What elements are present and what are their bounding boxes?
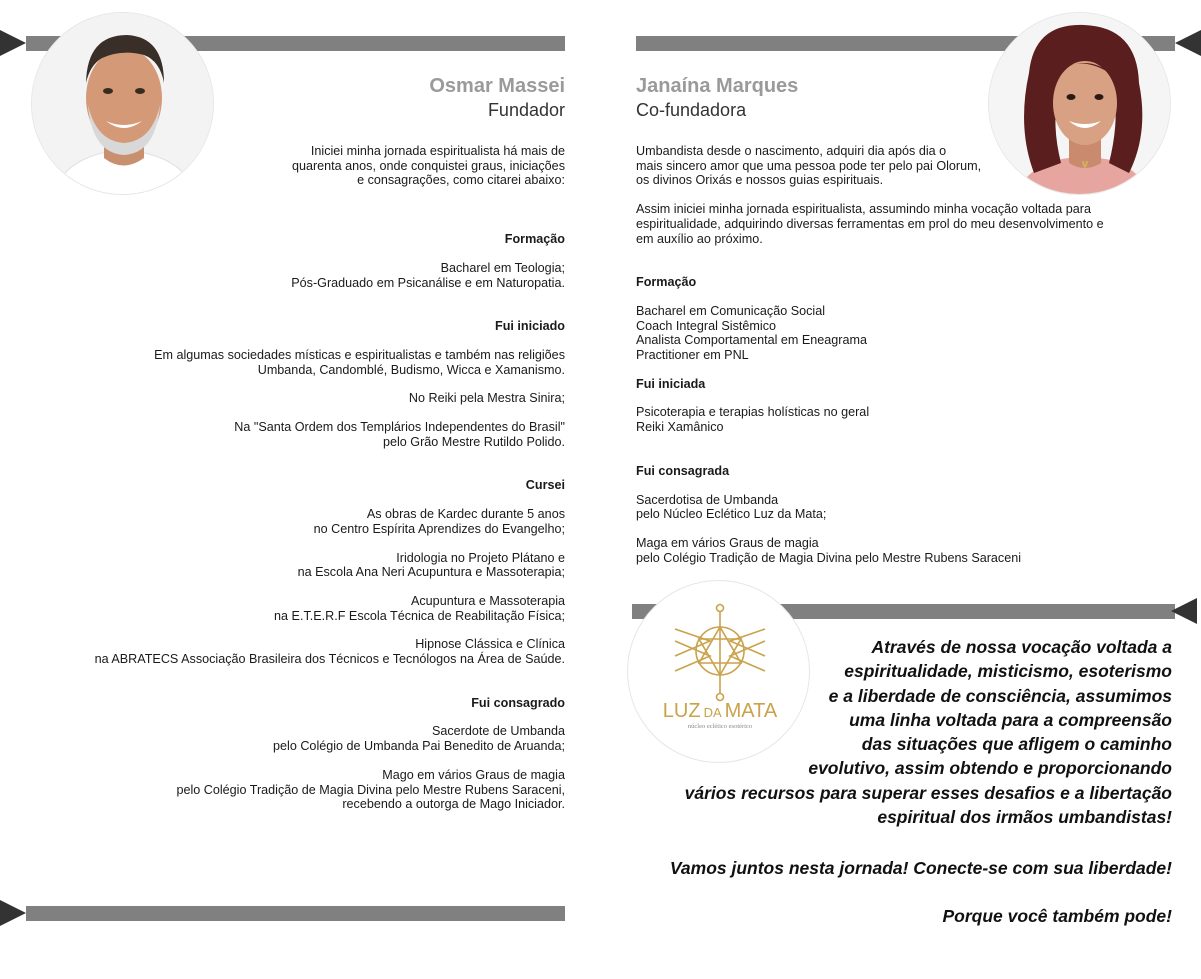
middle-right-arrow-icon	[1171, 598, 1197, 624]
closing-cta-2: Porque você também pode!	[942, 906, 1172, 926]
janaina-role: Co-fundadora	[636, 100, 747, 120]
osmar-iniciado-p1: Em algumas sociedades místicas e espiritualistas e também nas religiões Umbanda, Candomblé, Budismo, Wicca e Xamanismo.	[154, 347, 565, 377]
logo-brand-main: LUZ	[662, 700, 701, 722]
osmar-cursei-heading: Cursei	[525, 478, 565, 493]
logo-brand-end: MATA	[724, 700, 778, 722]
logo-brand-mid: DA	[703, 705, 722, 720]
janaina-iniciada-text: Psicoterapia e terapias holísticas no geral Reiki Xamânico	[636, 405, 870, 435]
osmar-consagrado-p1: Sacerdote de Umbanda pelo Colégio de Umbanda Pai Benedito de Aruanda;	[273, 724, 565, 754]
janaina-intro2: Assim iniciei minha jornada espiritualista, assumindo minha vocação voltada para espiritualidade, adquirindo diversas ferramentas em prol do meu desenvolvimento e em auxílio ao próximo.	[636, 202, 1104, 246]
osmar-cursei-p2: Iridologia no Projeto Plátano e na Escola Ana Neri Acupuntura e Massoterapia;	[297, 550, 565, 580]
janaina-consagrada-p2: Maga em vários Graus de magia pelo Colégio Tradição de Magia Divina pelo Mestre Rubens Saraceni	[636, 535, 1022, 565]
osmar-cursei-p4: Hipnose Clássica e Clínica na ABRATECS Associação Brasileira dos Técnicos e Tecnólogos na Área de Saúde.	[94, 637, 565, 667]
osmar-name: Osmar Massei	[429, 75, 565, 97]
osmar-formacao-heading: Formação	[504, 232, 565, 247]
janaina-intro1: Umbandista desde o nascimento, adquiri dia após dia o mais sincero amor que uma pessoa pode ter pelo pai Olorum, os divinos Orixás e nossos guias espirituais.	[636, 144, 982, 188]
janaina-formacao-heading: Formação	[636, 275, 697, 290]
top-left-arrow-icon	[0, 30, 26, 56]
osmar-iniciado-heading: Fui iniciado	[495, 319, 565, 334]
osmar-intro: Iniciei minha jornada espiritualista há mais de quarenta anos, onde conquistei graus, iniciações e consagrações, como citarei abaixo:	[291, 144, 565, 188]
osmar-bio	[60, 144, 565, 812]
closing-slogan: Através de nossa vocação voltada a espiritualidade, misticismo, esoterismo e a liberdade de consciência, assumimos uma linha voltada para a compreensão das situações que afligem o caminho evolutivo, assim obtendo e proporcionando vários recursos para superar esses desafios e a libertação espiritual dos irmãos umbandistas!	[684, 637, 1172, 828]
bottom-left-arrow-icon	[0, 900, 26, 926]
osmar-consagrado-p2: Mago em vários Graus de magia pelo Colégio Tradição de Magia Divina pelo Mestre Rubens Saraceni, recebendo a outorga de Mago Iniciador.	[176, 767, 565, 812]
janaina-consagrada-p1: Sacerdotisa de Umbanda pelo Núcleo Eclético Luz da Mata;	[636, 492, 827, 522]
logo-subtitle: núcleo eclético esotérico	[687, 723, 753, 730]
osmar-role: Fundador	[487, 100, 565, 120]
osmar-iniciado-p3: Na "Santa Ordem dos Templários Independentes do Brasil" pelo Grão Mestre Rutildo Polido.	[234, 420, 565, 449]
janaina-formacao-text: Bacharel em Comunicação Social Coach Integral Sistêmico Analista Comportamental em Eneagrama Practitioner em PNL	[636, 303, 867, 363]
closing-cta-1: Vamos juntos nesta jornada! Conecte-se com sua liberdade!	[669, 858, 1172, 878]
janaina-bio	[636, 144, 1136, 565]
bottom-left-bar	[26, 906, 565, 921]
top-right-arrow-icon	[1175, 30, 1201, 56]
janaina-iniciada-heading: Fui iniciada	[636, 376, 706, 391]
janaina-name: Janaína Marques	[636, 75, 799, 97]
osmar-cursei-p3: Acupuntura e Massoterapia na E.T.E.R.F Escola Técnica de Reabilitação Física;	[274, 593, 565, 623]
osmar-consagrado-heading: Fui consagrado	[471, 695, 565, 710]
osmar-iniciado-p2: No Reiki pela Mestra Sinira;	[408, 391, 565, 406]
janaina-consagrada-heading: Fui consagrada	[636, 463, 730, 478]
osmar-cursei-p1: As obras de Kardec durante 5 anos no Centro Espírita Aprendizes do Evangelho;	[313, 507, 565, 536]
osmar-formacao-text: Bacharel em Teologia; Pós-Graduado em Psicanálise e em Naturopatia.	[291, 260, 565, 290]
